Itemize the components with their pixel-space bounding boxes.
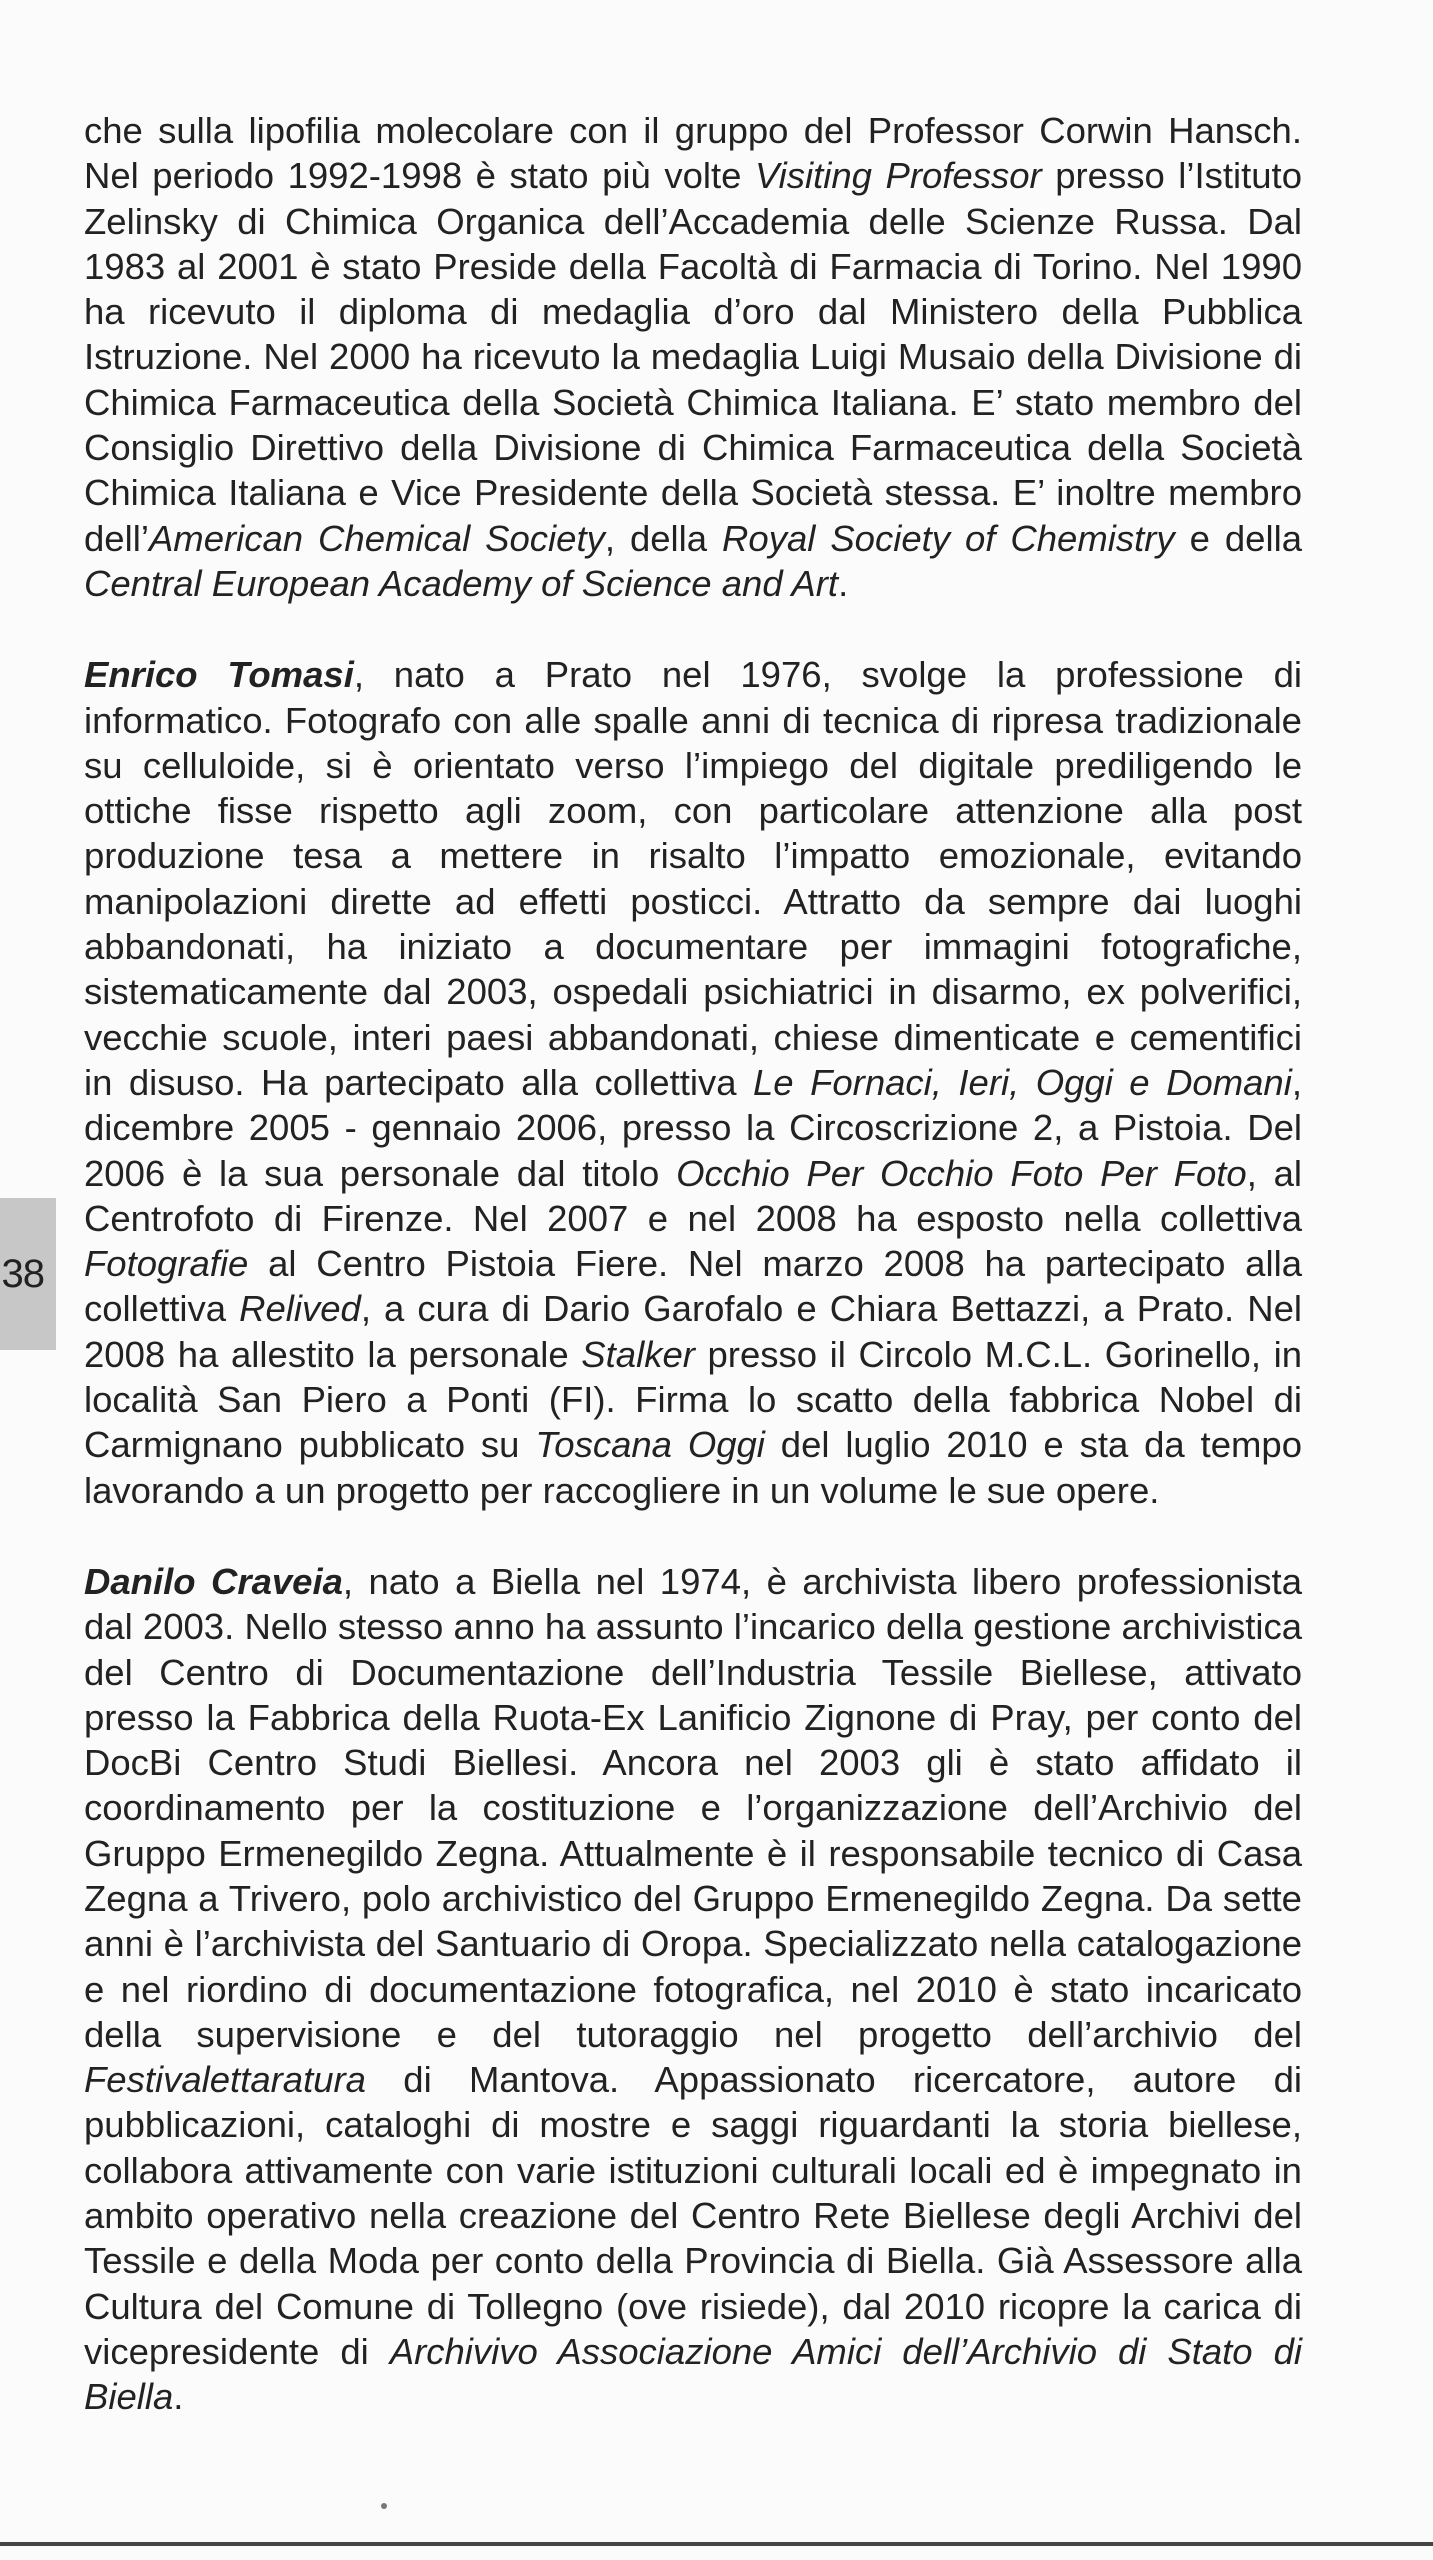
body-text: , nato a Prato nel 1976, svolge la professione di informatico. Fotografo con alle spalle anni di tecnica di ripresa tradizionale su celluloide, si è orientato verso l’impiego del digitale prediligendo le ottiche fisse rispetto agli zoom, con particolare attenzione alla post produzione tesa a mettere in risalto l’impatto emozionale, evitando manipolazioni dirette ad effetti posticci. Attratto da sempre dai luoghi abbandonati, ha iniziato a documentare per immagini fotografiche, sistematicamente dal 2003, ospedali psichiatrici in disarmo, ex polverifici, vecchie scuole, interi paesi abbandonati, chiese dimenticate e cementifici in disuso. Ha partecipato alla collettiva [84,654,1313,1103]
body-text: , della [604,517,723,559]
italic-text: Fotografie [84,1243,249,1285]
italic-text: Central European Academy of Science and Art [84,562,839,604]
paragraph-danilo-craveia [84,1559,1313,2420]
body-text: , al Centrofoto di Firenze. Nel 2007 e nel 2008 ha esposto nella collettiva [84,1152,1313,1239]
italic-text: Relived [239,1288,361,1330]
body-text: del luglio 2010 e sta da tempo lavorando a un progetto per raccogliere in un volume le sue opere. [84,1424,1313,1511]
italic-text: Visiting Professor [754,155,1042,197]
italic-text: Occhio Per Occhio Foto Per Foto [676,1152,1247,1194]
text-column [84,108,1313,2466]
page-number-tab [0,1198,56,1350]
body-text: . [838,562,849,604]
person-name: Danilo Craveia [84,1560,343,1602]
italic-text: Le Fornaci, Ieri, Oggi e Domani [753,1061,1292,1103]
italic-text: Royal Society of Chemistry [722,517,1175,559]
italic-text: American Chemical Society [148,517,605,559]
paragraph-biography-continued [84,108,1313,606]
paragraph-enrico-tomasi [84,652,1313,1513]
body-text: al Centro Pistoia Fiere. Nel marzo 2008 ha partecipato alla collettiva [84,1243,1313,1330]
italic-text: Festivalettaratura [84,2059,366,2101]
body-text: presso l’Istituto Zelinsky di Chimica Organica dell’Accademia delle Scienze Russa. Dal 1983 al 2001 è stato Preside della Facoltà di Farmacia di Torino. Nel 1990 ha ricevuto il diploma di medaglia d’oro dal Ministero della Pubblica Istruzione. Nel 2000 ha ricevuto la medaglia Luigi Musaio della Divisione di Chimica Farmaceutica della Società Chimica Italiana. E’ stato membro del Consiglio Direttivo della Divisione di Chimica Farmaceutica della Società Chimica Italiana e Vice Presidente della Società stessa. E’ inoltre membro dell’ [84,155,1313,559]
body-text: di Mantova. Appassionato ricercatore, autore di pubblicazioni, cataloghi di mostre e saggi riguardanti la storia biellese, collabora attivamente con varie istituzioni culturali locali ed è impegnato in ambito operativo nella creazione del Centro Rete Biellese degli Archivi del Tessile e della Moda per conto della Provincia di Biella. Già Assessore alla Cultura del Comune di Tollegno (ove risiede), dal 2010 ricopre la carica di vicepresidente di [84,2059,1313,2372]
italic-text: Toscana Oggi [535,1424,765,1466]
body-text: , nato a Biella nel 1974, è archivista libero professionista dal 2003. Nello stesso anno ha assunto l’incarico della gestione archivistica del Centro di Documentazione dell’Industria Tessile Biellese, attivato presso la Fabbrica della Ruota-Ex Lanificio Zignone di Pray, per conto del DocBi Centro Studi Biellesi. Ancora nel 2003 gli è stato affidato il coordinamento per la costituzione e l’organizzazione dell’Archivio del Gruppo Ermenegildo Zegna. Attualmente è il responsabile tecnico di Casa Zegna a Trivero, polo archivistico del Gruppo Ermenegildo Zegna. Da sette anni è l’archivista del Santuario di Oropa. Specializzato nella catalogazione e nel riordino di documentazione fotografica, nel 2010 è stato incaricato della supervisione e del tutoraggio nel progetto dell’archivio del [84,1560,1313,2055]
paper-speck [381,2503,387,2509]
body-text: che sulla lipofilia molecolare con il gruppo del Professor Corwin Hansch. Nel periodo 1992-1998 è stato più volte [84,110,1313,197]
italic-text: Stalker [581,1333,695,1375]
page-bottom-edge [0,2542,1433,2546]
italic-text: Archivivo Associazione Amici dell’Archivio di Stato di Biella [84,2330,1313,2418]
body-text: presso il Circolo M.C.L. Gorinello, in località San Piero a Ponti (FI). Firma lo scatto della fabbrica Nobel di Carmignano pubblicato su [84,1333,1313,1466]
person-name: Enrico Tomasi [84,654,354,696]
body-text: , a cura di Dario Garofalo e Chiara Bettazzi, a Prato. Nel 2008 ha allestito la personale [84,1288,1313,1375]
body-text: . [173,2376,184,2418]
body-text: e della [1174,517,1313,559]
page-number: 38 [1,1251,44,1296]
body-text: , dicembre 2005 - gennaio 2006, presso la Circoscrizione 2, a Pistoia. Del 2006 è la sua personale dal titolo [84,1061,1313,1194]
